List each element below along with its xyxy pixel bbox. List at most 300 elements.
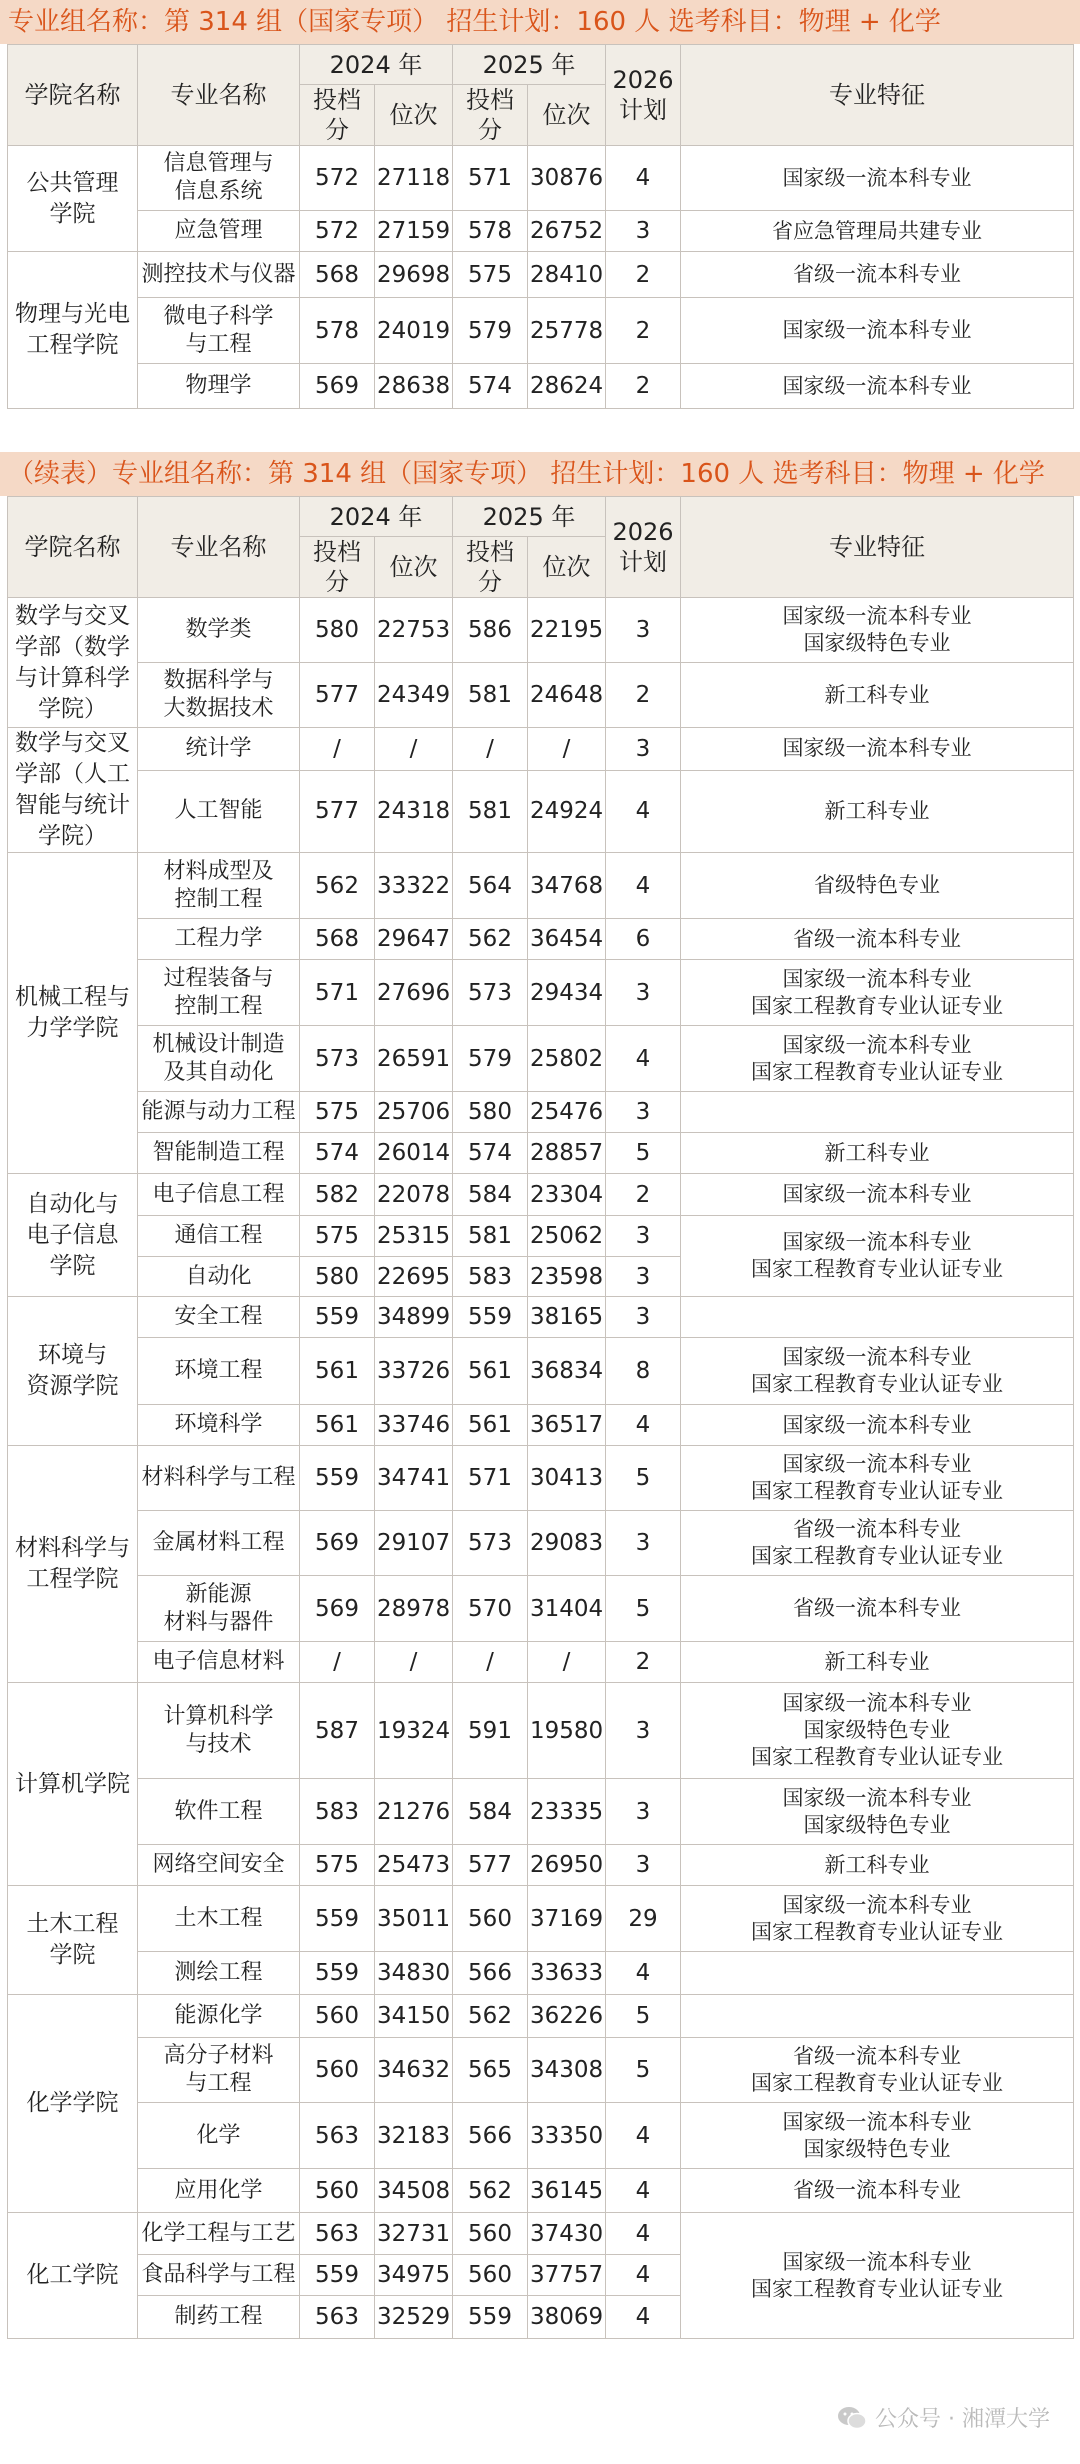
score-2025: 574 (453, 1133, 528, 1174)
major-features: 新工科专业 (681, 1845, 1074, 1886)
major-name: 食品科学与工程 (138, 2255, 300, 2296)
major-features: 国家级一流本科专业 国家工程教育专业认证专业 (681, 1338, 1074, 1405)
score-2024: 563 (300, 2213, 375, 2255)
rank-2025: / (528, 1642, 606, 1683)
score-2024: 587 (300, 1683, 375, 1779)
major-name: 环境科学 (138, 1405, 300, 1446)
plan-2026: 3 (606, 1216, 681, 1257)
rank-2024: 29647 (375, 919, 453, 960)
header-rank-2024: 位次 (375, 85, 453, 146)
table-row (8, 2103, 1074, 2169)
table-row (8, 1133, 1074, 1174)
score-2024: 580 (300, 1257, 375, 1297)
table-row (8, 146, 1074, 211)
rank-2025: 23335 (528, 1779, 606, 1845)
header-2024: 2024 年 (300, 45, 453, 85)
rank-2025: 30876 (528, 146, 606, 211)
score-2024: 559 (300, 2255, 375, 2296)
rank-2024: 25315 (375, 1216, 453, 1257)
plan-2026: 3 (606, 211, 681, 252)
header-college: 学院名称 (8, 497, 138, 598)
major-features: 新工科专业 (681, 770, 1074, 852)
college-name: 化学学院 (8, 1995, 138, 2213)
plan-2026: 4 (606, 1405, 681, 1446)
major-features: 国家级一流本科专业 国家级特色专业 (681, 2103, 1074, 2169)
plan-2026: 5 (606, 1133, 681, 1174)
rank-2024: 34830 (375, 1952, 453, 1995)
rank-2025: 37430 (528, 2213, 606, 2255)
score-2024: / (300, 1642, 375, 1683)
major-name: 高分子材料 与工程 (138, 2038, 300, 2103)
major-name: 电子信息材料 (138, 1642, 300, 1683)
major-name: 软件工程 (138, 1779, 300, 1845)
score-2024: 559 (300, 1952, 375, 1995)
major-name: 应急管理 (138, 211, 300, 252)
plan-2026: 8 (606, 1338, 681, 1405)
table-row (8, 1297, 1074, 1338)
score-2024: 569 (300, 1511, 375, 1576)
score-2025: 571 (453, 1446, 528, 1511)
major-features: 省级一流本科专业 (681, 252, 1074, 298)
score-2025: 584 (453, 1174, 528, 1216)
score-2025: 581 (453, 770, 528, 852)
major-name: 制药工程 (138, 2296, 300, 2339)
rank-2024: / (375, 728, 453, 771)
plan-2026: 4 (606, 146, 681, 211)
table-row (8, 1511, 1074, 1576)
major-features (681, 1995, 1074, 2038)
major-features: 国家级一流本科专业 国家级特色专业 (681, 1779, 1074, 1845)
rank-2025: 24648 (528, 663, 606, 728)
plan-2026: 2 (606, 1642, 681, 1683)
rank-2024: 21276 (375, 1779, 453, 1845)
major-name: 数据科学与 大数据技术 (138, 663, 300, 728)
watermark-text: 公众号 · 湘潭大学 (875, 2407, 1050, 2432)
major-name: 统计学 (138, 728, 300, 771)
rank-2025: 22195 (528, 598, 606, 663)
table-row (8, 1174, 1074, 1216)
plan-2026: 5 (606, 1576, 681, 1642)
header-score-2024: 投档分 (300, 85, 375, 146)
rank-2025: / (528, 728, 606, 771)
major-features: 省级一流本科专业 国家工程教育专业认证专业 (681, 2038, 1074, 2103)
score-2024: 573 (300, 1026, 375, 1092)
table-row (8, 919, 1074, 960)
rank-2025: 28624 (528, 364, 606, 409)
major-name: 金属材料工程 (138, 1511, 300, 1576)
score-2024: 569 (300, 364, 375, 409)
major-features: 省级特色专业 (681, 853, 1074, 919)
major-features: 新工科专业 (681, 1133, 1074, 1174)
college-name: 环境与 资源学院 (8, 1297, 138, 1446)
rank-2024: 22753 (375, 598, 453, 663)
major-name: 物理学 (138, 364, 300, 409)
plan-2026: 4 (606, 1026, 681, 1092)
plan-2026: 3 (606, 1257, 681, 1297)
rank-2025: 37757 (528, 2255, 606, 2296)
score-2024: 575 (300, 1216, 375, 1257)
major-features (681, 1952, 1074, 1995)
score-2025: 579 (453, 298, 528, 364)
major-features: 国家级一流本科专业 (681, 1405, 1074, 1446)
table-row (8, 364, 1074, 409)
major-features: 国家级一流本科专业 国家工程教育专业认证专业 (681, 1026, 1074, 1092)
plan-2026: 4 (606, 770, 681, 852)
plan-2026: 3 (606, 1297, 681, 1338)
header-score-2025: 投档分 (453, 537, 528, 598)
rank-2025: 26752 (528, 211, 606, 252)
major-features: 省级一流本科专业 国家工程教育专业认证专业 (681, 1511, 1074, 1576)
score-2024: 560 (300, 1995, 375, 2038)
rank-2024: 34975 (375, 2255, 453, 2296)
table-row (8, 960, 1074, 1026)
major-features: 国家级一流本科专业 国家工程教育专业认证专业 (681, 1446, 1074, 1511)
plan-2026: 4 (606, 2103, 681, 2169)
major-name: 测绘工程 (138, 1952, 300, 1995)
plan-2026: 2 (606, 663, 681, 728)
table-row (8, 1952, 1074, 1995)
score-2025: 584 (453, 1779, 528, 1845)
major-name: 材料科学与工程 (138, 1446, 300, 1511)
rank-2025: 26950 (528, 1845, 606, 1886)
score-2025: 570 (453, 1576, 528, 1642)
major-name: 人工智能 (138, 770, 300, 852)
score-2024: / (300, 728, 375, 771)
plan-2026: 3 (606, 1779, 681, 1845)
table-row (8, 663, 1074, 728)
table-row (8, 2213, 1074, 2255)
score-2025: 559 (453, 2296, 528, 2339)
plan-2026: 3 (606, 728, 681, 771)
table2 (7, 496, 1074, 2339)
plan-2026: 5 (606, 1446, 681, 1511)
table-row (8, 211, 1074, 252)
score-2025: 573 (453, 960, 528, 1026)
major-features: 国家级一流本科专业 国家级特色专业 国家工程教育专业认证专业 (681, 1683, 1074, 1779)
rank-2025: 29434 (528, 960, 606, 1026)
table2-banner: （续表）专业组名称：第 314 组（国家专项） 招生计划：160 人 选考科目：物理 + 化学 (0, 452, 1080, 496)
rank-2024: 32183 (375, 2103, 453, 2169)
rank-2025: 34768 (528, 853, 606, 919)
wechat-icon (837, 2405, 867, 2431)
rank-2025: 28410 (528, 252, 606, 298)
college-name: 化工学院 (8, 2213, 138, 2339)
score-2024: 559 (300, 1446, 375, 1511)
score-2025: / (453, 728, 528, 771)
rank-2024: 25473 (375, 1845, 453, 1886)
score-2025: 561 (453, 1338, 528, 1405)
rank-2024: 25706 (375, 1092, 453, 1133)
score-2024: 560 (300, 2169, 375, 2213)
score-2025: 580 (453, 1092, 528, 1133)
rank-2024: 28978 (375, 1576, 453, 1642)
header-rank-2025: 位次 (528, 85, 606, 146)
plan-2026: 2 (606, 252, 681, 298)
major-name: 网络空间安全 (138, 1845, 300, 1886)
table-row (8, 1216, 1074, 1257)
table-row (8, 728, 1074, 771)
score-2024: 572 (300, 211, 375, 252)
major-features: 国家级一流本科专业 (681, 728, 1074, 771)
rank-2025: 37169 (528, 1886, 606, 1952)
score-2024: 561 (300, 1338, 375, 1405)
major-name: 化学工程与工艺 (138, 2213, 300, 2255)
score-2025: 578 (453, 211, 528, 252)
rank-2025: 36226 (528, 1995, 606, 2038)
major-name: 过程装备与 控制工程 (138, 960, 300, 1026)
score-2025: 581 (453, 663, 528, 728)
plan-2026: 3 (606, 1683, 681, 1779)
score-2024: 582 (300, 1174, 375, 1216)
major-features: 国家级一流本科专业 (681, 298, 1074, 364)
major-features: 国家级一流本科专业 国家工程教育专业认证专业 (681, 1886, 1074, 1952)
score-2024: 559 (300, 1297, 375, 1338)
rank-2024: 22695 (375, 1257, 453, 1297)
plan-2026: 2 (606, 364, 681, 409)
score-2025: / (453, 1642, 528, 1683)
score-2025: 560 (453, 2255, 528, 2296)
score-2024: 560 (300, 2038, 375, 2103)
score-2024: 569 (300, 1576, 375, 1642)
header-rank-2024: 位次 (375, 537, 453, 598)
plan-2026: 5 (606, 1995, 681, 2038)
rank-2024: 33726 (375, 1338, 453, 1405)
score-2024: 571 (300, 960, 375, 1026)
rank-2024: 33746 (375, 1405, 453, 1446)
rank-2024: 29698 (375, 252, 453, 298)
major-features: 国家级一流本科专业 国家级特色专业 (681, 598, 1074, 663)
rank-2025: 36834 (528, 1338, 606, 1405)
score-2024: 559 (300, 1886, 375, 1952)
table-row (8, 1092, 1074, 1133)
header-features: 专业特征 (681, 497, 1074, 598)
rank-2025: 29083 (528, 1511, 606, 1576)
college-name: 土木工程 学院 (8, 1886, 138, 1995)
major-features: 省级一流本科专业 (681, 2169, 1074, 2213)
rank-2024: 28638 (375, 364, 453, 409)
rank-2024: 34899 (375, 1297, 453, 1338)
header-score-2025: 投档分 (453, 85, 528, 146)
plan-2026: 3 (606, 1092, 681, 1133)
rank-2024: 34741 (375, 1446, 453, 1511)
major-name: 能源与动力工程 (138, 1092, 300, 1133)
major-name: 能源化学 (138, 1995, 300, 2038)
major-features: 国家级一流本科专业 (681, 364, 1074, 409)
rank-2025: 38165 (528, 1297, 606, 1338)
rank-2024: 29107 (375, 1511, 453, 1576)
table-row (8, 2038, 1074, 2103)
table-row (8, 298, 1074, 364)
college-name: 物理与光电 工程学院 (8, 252, 138, 409)
major-name: 环境工程 (138, 1338, 300, 1405)
college-name: 公共管理 学院 (8, 146, 138, 252)
header-major: 专业名称 (138, 497, 300, 598)
major-name: 材料成型及 控制工程 (138, 853, 300, 919)
plan-2026: 3 (606, 960, 681, 1026)
table1 (7, 44, 1074, 409)
table-row (8, 1446, 1074, 1511)
major-name: 信息管理与 信息系统 (138, 146, 300, 211)
rank-2024: / (375, 1642, 453, 1683)
score-2024: 577 (300, 770, 375, 852)
major-features: 国家级一流本科专业 (681, 1174, 1074, 1216)
table-row (8, 1779, 1074, 1845)
major-features: 新工科专业 (681, 1642, 1074, 1683)
rank-2025: 23598 (528, 1257, 606, 1297)
rank-2024: 34632 (375, 2038, 453, 2103)
table-row (8, 853, 1074, 919)
major-name: 微电子科学 与工程 (138, 298, 300, 364)
score-2025: 566 (453, 1952, 528, 1995)
table-row (8, 1886, 1074, 1952)
score-2025: 573 (453, 1511, 528, 1576)
table-row (8, 1405, 1074, 1446)
score-2025: 559 (453, 1297, 528, 1338)
score-2024: 583 (300, 1779, 375, 1845)
major-name: 工程力学 (138, 919, 300, 960)
rank-2025: 23304 (528, 1174, 606, 1216)
header-features: 专业特征 (681, 45, 1074, 146)
college-name: 机械工程与 力学学院 (8, 853, 138, 1174)
header-major: 专业名称 (138, 45, 300, 146)
major-features: 国家级一流本科专业 (681, 146, 1074, 211)
rank-2025: 30413 (528, 1446, 606, 1511)
major-name: 数学类 (138, 598, 300, 663)
score-2024: 563 (300, 2296, 375, 2339)
college-name: 数学与交叉 学部（数学 与计算科学 学院） (8, 598, 138, 728)
score-2024: 574 (300, 1133, 375, 1174)
score-2024: 568 (300, 919, 375, 960)
major-name: 电子信息工程 (138, 1174, 300, 1216)
table-row (8, 770, 1074, 852)
major-features: 省应急管理局共建专业 (681, 211, 1074, 252)
table-row (8, 1683, 1074, 1779)
rank-2025: 38069 (528, 2296, 606, 2339)
plan-2026: 4 (606, 2213, 681, 2255)
score-2025: 560 (453, 2213, 528, 2255)
college-name: 计算机学院 (8, 1683, 138, 1886)
rank-2024: 35011 (375, 1886, 453, 1952)
major-name: 化学 (138, 2103, 300, 2169)
header-plan-2026: 2026 计划 (606, 45, 681, 146)
score-2024: 578 (300, 298, 375, 364)
major-features: 国家级一流本科专业 国家工程教育专业认证专业 (681, 1216, 1074, 1297)
table-row (8, 2169, 1074, 2213)
rank-2025: 28857 (528, 1133, 606, 1174)
rank-2024: 32529 (375, 2296, 453, 2339)
major-name: 测控技术与仪器 (138, 252, 300, 298)
rank-2025: 33633 (528, 1952, 606, 1995)
plan-2026: 3 (606, 598, 681, 663)
plan-2026: 4 (606, 1952, 681, 1995)
major-features: 新工科专业 (681, 663, 1074, 728)
table-row (8, 1845, 1074, 1886)
score-2025: 562 (453, 919, 528, 960)
score-2025: 565 (453, 2038, 528, 2103)
header-rank-2025: 位次 (528, 537, 606, 598)
rank-2024: 26014 (375, 1133, 453, 1174)
table-row (8, 1026, 1074, 1092)
score-2025: 564 (453, 853, 528, 919)
score-2024: 580 (300, 598, 375, 663)
header-2025: 2025 年 (453, 497, 606, 537)
plan-2026: 3 (606, 1845, 681, 1886)
rank-2024: 27118 (375, 146, 453, 211)
rank-2024: 24318 (375, 770, 453, 852)
plan-2026: 2 (606, 298, 681, 364)
table-row (8, 1576, 1074, 1642)
rank-2025: 24924 (528, 770, 606, 852)
table-row (8, 1995, 1074, 2038)
score-2025: 577 (453, 1845, 528, 1886)
header-2024: 2024 年 (300, 497, 453, 537)
rank-2024: 24019 (375, 298, 453, 364)
major-features: 省级一流本科专业 (681, 919, 1074, 960)
major-name: 新能源 材料与器件 (138, 1576, 300, 1642)
score-2025: 591 (453, 1683, 528, 1779)
major-name: 通信工程 (138, 1216, 300, 1257)
plan-2026: 4 (606, 2255, 681, 2296)
major-name: 智能制造工程 (138, 1133, 300, 1174)
rank-2025: 25778 (528, 298, 606, 364)
score-2025: 581 (453, 1216, 528, 1257)
table-row (8, 598, 1074, 663)
plan-2026: 6 (606, 919, 681, 960)
table1-banner: 专业组名称：第 314 组（国家专项） 招生计划：160 人 选考科目：物理 + 化学 (0, 0, 1080, 44)
rank-2024: 24349 (375, 663, 453, 728)
plan-2026: 4 (606, 853, 681, 919)
rank-2025: 25476 (528, 1092, 606, 1133)
rank-2025: 36145 (528, 2169, 606, 2213)
rank-2025: 36454 (528, 919, 606, 960)
plan-2026: 2 (606, 1174, 681, 1216)
score-2025: 579 (453, 1026, 528, 1092)
score-2025: 583 (453, 1257, 528, 1297)
rank-2025: 31404 (528, 1576, 606, 1642)
rank-2025: 25802 (528, 1026, 606, 1092)
rank-2024: 22078 (375, 1174, 453, 1216)
college-name: 数学与交叉 学部（人工 智能与统计 学院） (8, 728, 138, 853)
major-features (681, 1092, 1074, 1133)
major-name: 安全工程 (138, 1297, 300, 1338)
rank-2024: 26591 (375, 1026, 453, 1092)
header-college: 学院名称 (8, 45, 138, 146)
watermark (837, 2402, 1050, 2433)
rank-2024: 34508 (375, 2169, 453, 2213)
plan-2026: 29 (606, 1886, 681, 1952)
header-score-2024: 投档分 (300, 537, 375, 598)
plan-2026: 3 (606, 1511, 681, 1576)
rank-2024: 27696 (375, 960, 453, 1026)
plan-2026: 4 (606, 2296, 681, 2339)
major-name: 计算机科学 与技术 (138, 1683, 300, 1779)
plan-2026: 5 (606, 2038, 681, 2103)
major-name: 土木工程 (138, 1886, 300, 1952)
major-features (681, 1297, 1074, 1338)
rank-2024: 34150 (375, 1995, 453, 2038)
score-2025: 566 (453, 2103, 528, 2169)
score-2024: 561 (300, 1405, 375, 1446)
major-name: 应用化学 (138, 2169, 300, 2213)
rank-2025: 33350 (528, 2103, 606, 2169)
table-row (8, 252, 1074, 298)
score-2024: 575 (300, 1092, 375, 1133)
college-name: 自动化与 电子信息 学院 (8, 1174, 138, 1297)
score-2025: 561 (453, 1405, 528, 1446)
rank-2025: 36517 (528, 1405, 606, 1446)
score-2024: 568 (300, 252, 375, 298)
rank-2024: 19324 (375, 1683, 453, 1779)
